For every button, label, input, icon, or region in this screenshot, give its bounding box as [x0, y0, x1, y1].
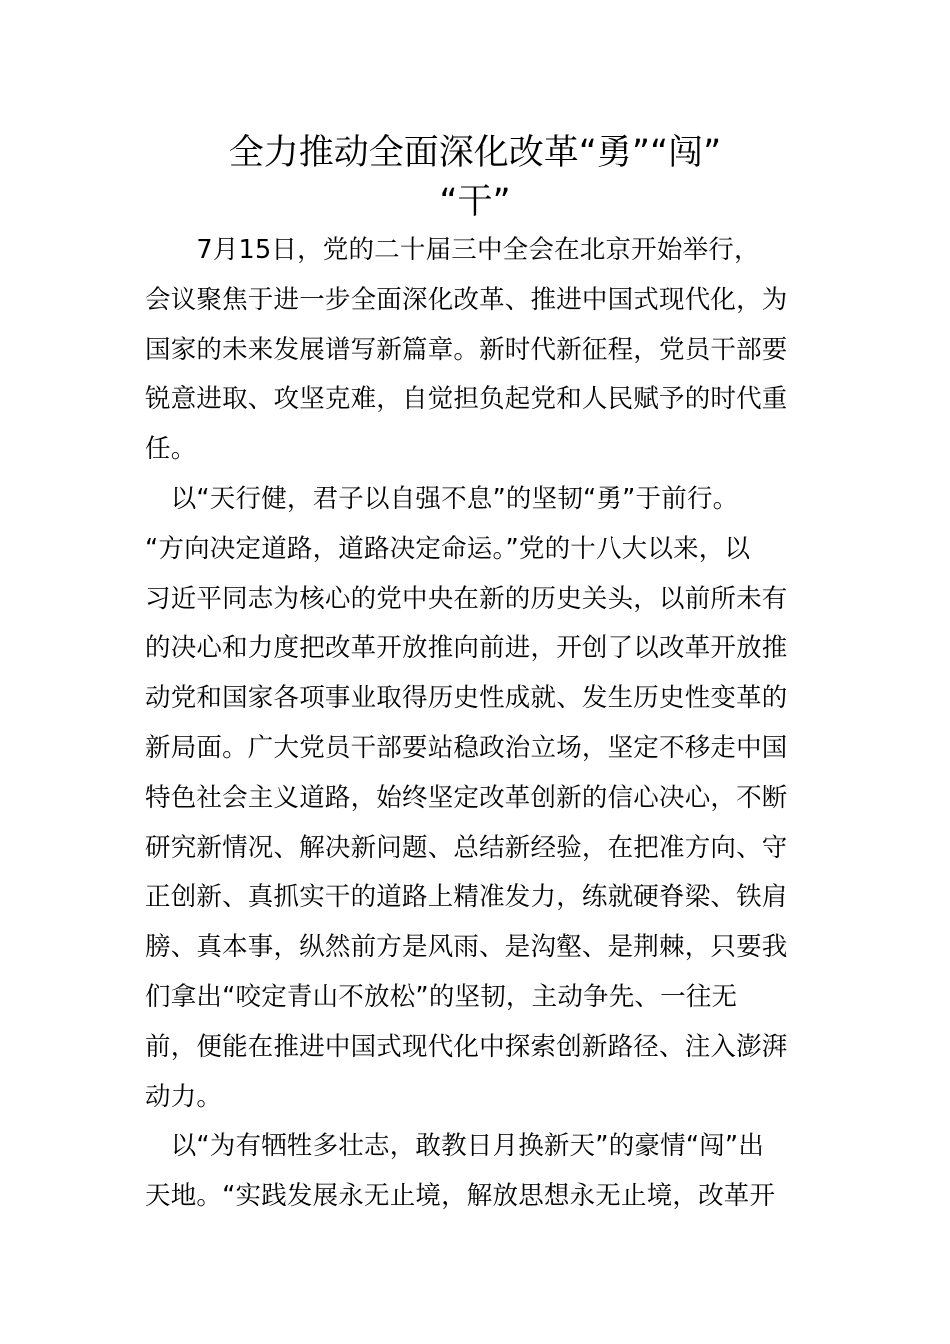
paragraph-line: 动党和国家各项事业取得历史性成就、发生历史性变革的	[145, 683, 788, 714]
paragraph-line: 锐意进取、攻坚克难，自觉担负起党和人民赋予的时代重	[145, 384, 788, 415]
paragraph-2	[145, 475, 807, 1122]
paragraph-line: 7月15日，党的二十届三中全会在北京开始举行，	[145, 235, 760, 265]
paragraph-line: “方向决定道路，道路决定命运。”党的十八大以来，以	[145, 533, 751, 564]
paragraph-line: 会议聚焦于进一步全面深化改革、推进中国式现代化，为	[145, 284, 788, 315]
document-title-line-2: “干”	[439, 182, 511, 222]
paragraph-line: 正创新、真抓实干的道路上精准发力，练就硬脊梁、铁肩	[145, 882, 788, 913]
document-title-line-1: 全力推动全面深化改革“勇”“闯”	[228, 133, 722, 173]
paragraph-line: 前，便能在推进中国式现代化中探索创新路径、注入澎湃	[145, 1031, 788, 1062]
paragraph-line: 新局面。广大党员干部要站稳政治立场，坚定不移走中国	[145, 732, 788, 763]
paragraph-line: 动力。	[145, 1081, 223, 1112]
paragraph-line: 国家的未来发展谱写新篇章。新时代新征程，党员干部要	[145, 334, 788, 365]
paragraph-line: 任。	[145, 434, 197, 465]
paragraph-1	[145, 226, 807, 475]
paragraph-line: 天地。“实践发展永无止境，解放思想永无止境，改革开	[145, 1180, 776, 1211]
paragraph-line: 的决心和力度把改革开放推向前进，开创了以改革开放推	[145, 633, 788, 664]
paragraph-3	[145, 1122, 807, 1222]
paragraph-line: 研究新情况、解决新问题、总结新经验，在把准方向、守	[145, 832, 788, 863]
paragraph-line: 以“为有牺牲多壮志，敢教日月换新天”的豪情“闯”出	[145, 1131, 765, 1161]
paragraph-line: 膀、真本事，纵然前方是风雨、是沟壑、是荆棘，只要我	[145, 932, 788, 963]
paragraph-line: 特色社会主义道路，始终坚定改革创新的信心决心，不断	[145, 782, 788, 813]
paragraph-line: 习近平同志为核心的党中央在新的历史关头，以前所未有	[145, 583, 788, 614]
paragraph-line: 以“天行健，君子以自强不息”的坚韧“勇”于前行。	[145, 484, 739, 514]
paragraph-line: 们拿出“咬定青山不放松”的坚韧，主动争先、一往无	[145, 981, 738, 1012]
